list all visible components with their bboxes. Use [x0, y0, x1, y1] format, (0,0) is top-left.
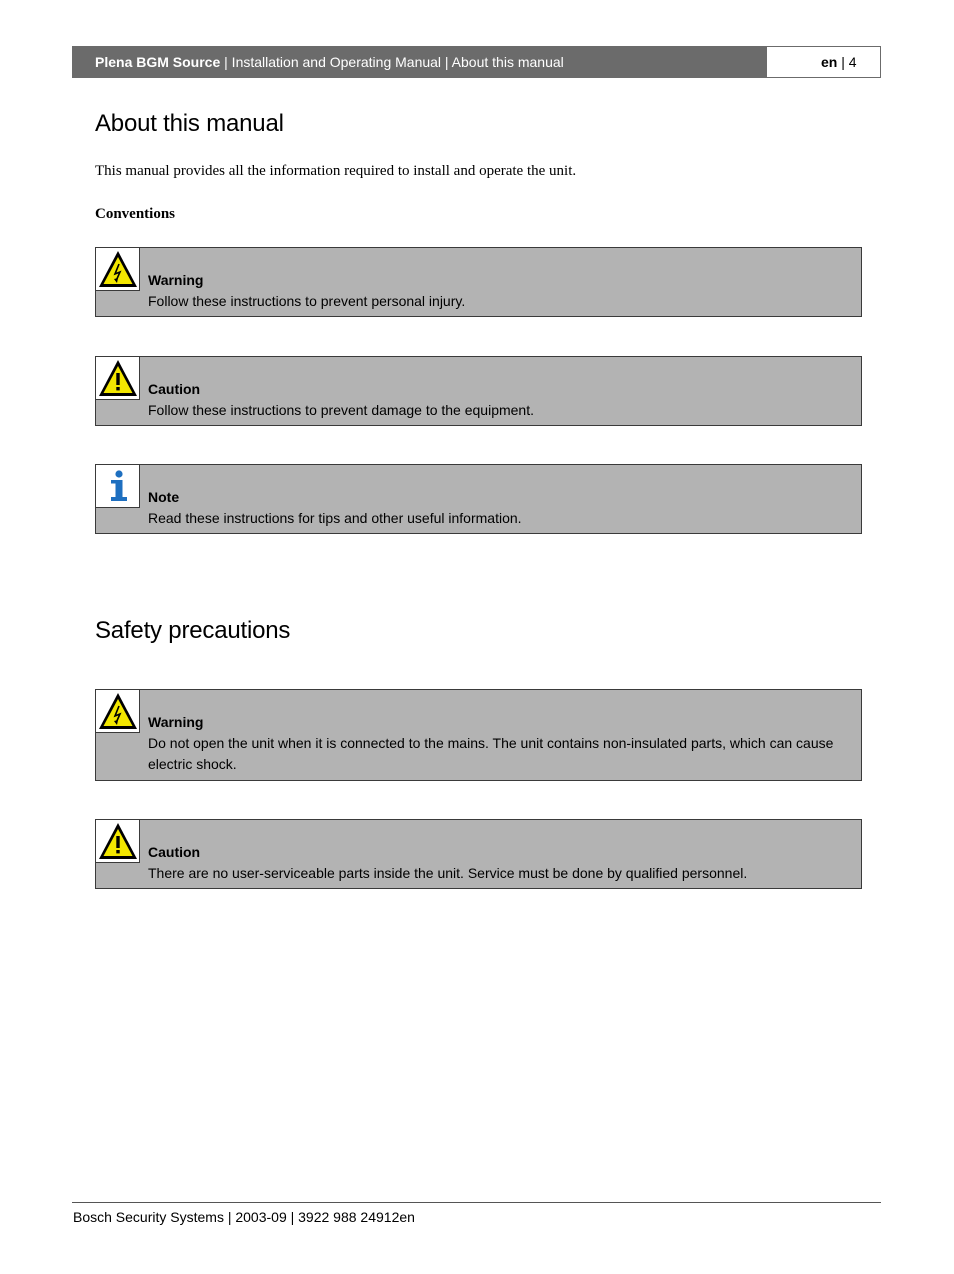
icon-frame	[96, 820, 140, 863]
caution-exclamation-icon	[97, 821, 139, 862]
warning-notice-box	[95, 247, 862, 317]
icon-frame	[96, 465, 140, 508]
safety-heading: Safety precautions	[95, 617, 291, 644]
caution-exclamation-icon	[97, 358, 139, 399]
safety-warning-notice-box	[95, 689, 862, 781]
conventions-heading: Conventions	[95, 206, 176, 222]
notice-text: Follow these instructions to prevent personal injury.	[148, 293, 466, 309]
running-header	[72, 46, 766, 78]
about-intro-text: This manual provides all the information required to install and operate the unit.	[95, 163, 577, 179]
icon-frame	[96, 690, 140, 733]
caution-notice-box	[95, 356, 862, 426]
notice-text: Do not open the unit when it is connected to the mains. The unit contains non-insulated parts, which can cause electric shock.	[148, 735, 834, 772]
electric-shock-warning-icon	[97, 691, 139, 732]
footer-divider	[72, 1202, 881, 1203]
icon-frame	[96, 248, 140, 291]
header-document-title: | Installation and Operating Manual | About this manual	[220, 54, 564, 70]
notice-title: Caution	[148, 844, 201, 860]
notice-text: There are no user-serviceable parts inside the unit. Service must be done by qualified personnel.	[148, 865, 748, 881]
safety-caution-notice-box	[95, 819, 862, 889]
header-product-name: Plena BGM Source	[95, 54, 221, 70]
header-language: en	[821, 54, 838, 70]
running-footer: Bosch Security Systems | 2003-09 | 3922 988 24912en	[73, 1209, 415, 1225]
about-heading: About this manual	[95, 110, 284, 137]
electric-shock-warning-icon	[97, 249, 139, 290]
header-page-number: | 4	[837, 54, 857, 70]
notice-title: Warning	[148, 272, 204, 288]
icon-frame	[96, 357, 140, 400]
notice-title: Warning	[148, 714, 204, 730]
notice-title: Note	[148, 489, 180, 505]
note-notice-box	[95, 464, 862, 534]
notice-text: Follow these instructions to prevent damage to the equipment.	[148, 402, 534, 418]
notice-text: Read these instructions for tips and other useful information.	[148, 510, 522, 526]
header-page-indicator	[766, 46, 881, 78]
notice-title: Caution	[148, 381, 201, 397]
info-note-icon	[97, 466, 139, 507]
